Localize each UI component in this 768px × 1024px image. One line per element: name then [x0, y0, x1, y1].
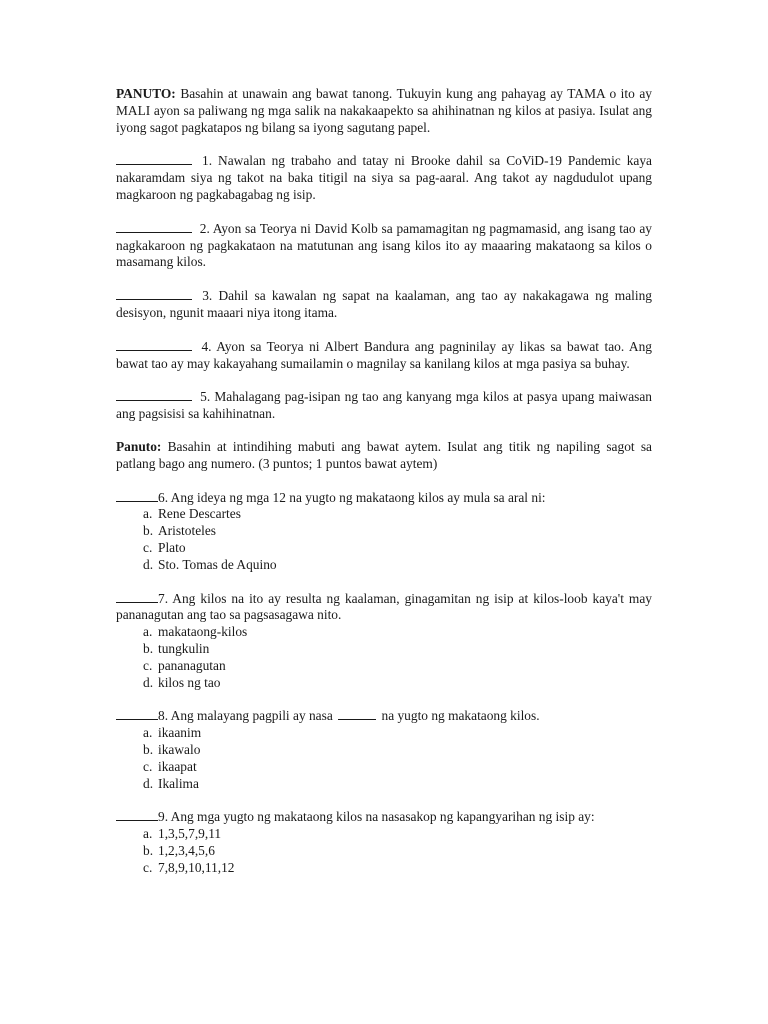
option-b: b. tungkulin [143, 640, 210, 656]
option-list [116, 725, 652, 792]
option-c: c. Plato [143, 539, 186, 555]
answer-blank [116, 388, 192, 401]
instructions-label: PANUTO: [116, 86, 176, 101]
item-stem: 7. Ang kilos na ito ay resulta ng kaalaman, ginagamitan ng isip at kilos-loob kaya't may pananagutan ang tao sa pagsasagawa nito. [116, 590, 652, 623]
option-c: c. pananagutan [143, 657, 226, 673]
option-c: c. 7,8,9,10,11,12 [143, 859, 235, 875]
answer-blank [116, 590, 158, 603]
option-c: c. ikaapat [143, 758, 197, 774]
option-d: d. Sto. Tomas de Aquino [143, 556, 277, 572]
option-a: a. 1,3,5,7,9,11 [143, 826, 222, 842]
instructions-text: Basahin at unawain ang bawat tanong. Tukuyin kung ang pahayag ay TAMA o ito ay MALI ayon sa paliwang ng mga salik na nakakaapekto sa ahihinatnan ng kilos at pasiya. Isulat ang iyong sagot pagkatapos ng bilang sa iyong sagutang papel. [116, 86, 652, 135]
multiple-choice-item-9 [116, 808, 652, 876]
answer-blank [116, 338, 192, 351]
true-false-item-3 [116, 287, 652, 322]
answer-blank [116, 707, 158, 720]
instructions-multiple-choice [116, 439, 652, 473]
option-list [116, 624, 652, 691]
worksheet-page [116, 86, 652, 876]
option-d: d. Ikalima [143, 775, 199, 791]
true-false-item-5 [116, 388, 652, 423]
option-list [116, 826, 652, 876]
option-list [116, 506, 652, 573]
item-stem-continued: na yugto ng makataong kilos. [381, 708, 540, 724]
instructions-label: Panuto: [116, 438, 162, 454]
option-a: a. ikaanim [143, 725, 202, 741]
true-false-item-1 [116, 152, 652, 203]
answer-blank [116, 220, 192, 233]
multiple-choice-item-7 [116, 590, 652, 692]
instructions-text: Basahin at intindihing mabuti ang bawat aytem. Isulat ang titik ng napiling sagot sa patlang bago ang numero. (3 puntos; 1 puntos bawat aytem) [116, 438, 652, 471]
item-text: 5. Mahalagang pag-isipan ng tao ang kanyang mga kilos at pasya upang maiwasan ang pagsisisi sa kahihinatnan. [116, 389, 652, 422]
answer-blank [116, 808, 158, 821]
instructions-true-false [116, 86, 652, 136]
option-d: d. kilos ng tao [143, 674, 221, 690]
item-text: 2. Ayon sa Teorya ni David Kolb sa pamamagitan ng pagmamasid, ang isang tao ay nagkakaroon ng pagkakataon na matutunan ang isang kilos ito ay maaaring makataong sa kilos o masamang kilos. [116, 220, 653, 270]
answer-blank [116, 489, 158, 502]
item-text: 1. Nawalan ng trabaho and tatay ni Brooke dahil sa CoViD-19 Pandemic kaya nakaramdam siya ng takot na baka titigil na siya sa pag-aaral. Ang takot ay nagdudulot upang magkaroon ng pagkabagabag ng isip. [116, 153, 652, 202]
item-stem: 6. Ang ideya ng mga 12 na yugto ng makataong kilos ay mula sa aral ni: [158, 489, 546, 505]
item-stem: 9. Ang mga yugto ng makataong kilos na nasasakop ng kapangyarihan ng isip ay: [158, 809, 595, 825]
true-false-item-4 [116, 338, 652, 373]
true-false-item-2 [116, 220, 652, 271]
item-text: 3. Dahil sa kawalan ng sapat na kaalaman, ang tao ay nakakagawa ng maling desisyon, ngunit maaari niya itong itama. [116, 288, 652, 320]
item-text: 4. Ayon sa Teorya ni Albert Bandura ang pagninilay ay likas sa bawat tao. Ang bawat tao ay may kakayahang sumailamin o magnilay sa kanilang kilos at mga pasiya sa buhay. [116, 338, 652, 371]
option-b: b. 1,2,3,4,5,6 [143, 842, 215, 858]
multiple-choice-item-8 [116, 707, 652, 792]
answer-blank [116, 287, 192, 300]
option-a: a. Rene Descartes [143, 506, 241, 522]
option-b: b. Aristoteles [143, 523, 217, 539]
item-stem: 8. Ang malayang pagpili ay nasa [158, 708, 333, 724]
option-b: b. ikawalo [143, 741, 201, 757]
fill-in-blank [338, 707, 376, 720]
multiple-choice-item-6 [116, 489, 652, 574]
answer-blank [116, 152, 192, 165]
option-a: a. makataong-kilos [143, 624, 248, 640]
